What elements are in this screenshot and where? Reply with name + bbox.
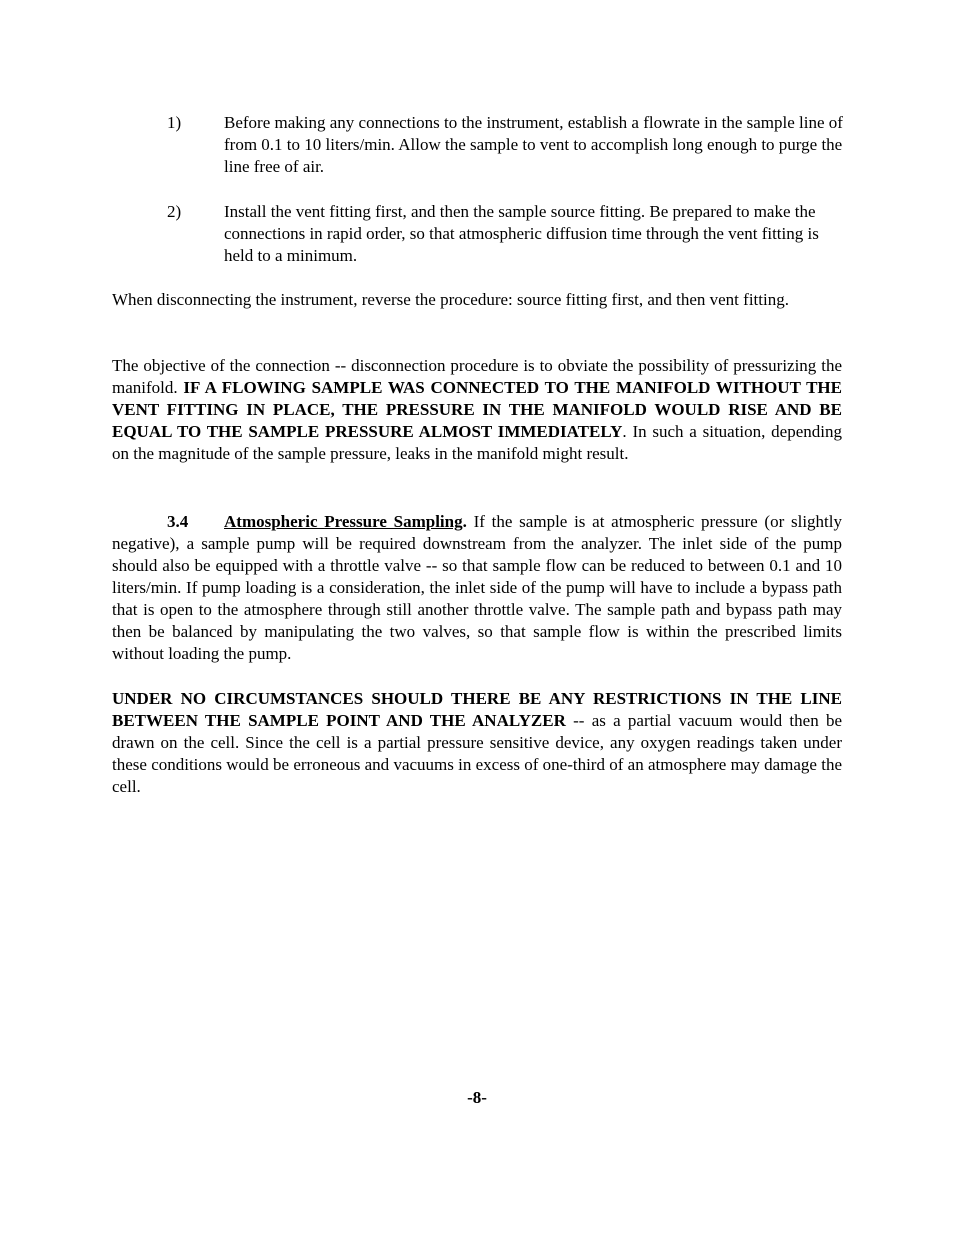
paragraph-caution bbox=[112, 688, 842, 798]
section-3-4 bbox=[112, 511, 842, 665]
section-title-period: . bbox=[462, 512, 467, 531]
page-number: -8- bbox=[467, 1088, 487, 1107]
section-number: 3.4 bbox=[167, 512, 189, 531]
list-item-text: Install the vent fitting first, and then the sample source fitting. Be prepared to make the connections in rapid order, so that atmospheric diffusion time through the vent fitting is held to a minimum. bbox=[224, 202, 819, 265]
section-title: Atmospheric Pressure Sampling bbox=[224, 512, 463, 531]
caution-warning: UNDER NO CIRCUMSTANCES SHOULD THERE BE ANY RESTRICTIONS IN THE LINE BETWEEN THE SAMPLE POINT AND THE ANALYZER bbox=[112, 689, 842, 730]
list-item-text: Before making any connections to the instrument, establish a flowrate in the sample line of from 0.1 to 10 liters/min. Allow the sample to vent to accomplish long enough to purge the line free of air. bbox=[224, 113, 843, 176]
paragraph-disconnect: When disconnecting the instrument, reverse the procedure: source fitting first, and then vent fitting. bbox=[112, 290, 789, 309]
list-item-number: 2) bbox=[167, 202, 182, 221]
objective-lead: The objective of the connection -- disconnection procedure is to obviate the possibility of pressurizing the manifold. bbox=[112, 356, 842, 397]
list-item-2 bbox=[167, 201, 847, 267]
list-item-number: 1) bbox=[167, 113, 182, 132]
paragraph-objective bbox=[112, 355, 842, 465]
objective-warning: IF A FLOWING SAMPLE WAS CONNECTED TO THE MANIFOLD WITHOUT THE VENT FITTING IN PLACE, THE PRESSURE IN THE MANIFOLD WOULD RISE AND BE EQUAL TO THE SAMPLE PRESSURE ALMOST IMMEDIATELY bbox=[112, 378, 842, 441]
section-body: If the sample is at atmospheric pressure (or slightly negative), a sample pump will be required downstream from the analyzer. The inlet side of the pump should also be equipped with a throttle valve -- so that sample flow can be reduced to between 0.1 and 10 liters/min. If pump loading is a consideration, the inlet side of the pump will have to include a bypass path that is open to the atmosphere through still another throttle valve. The sample path and bypass path may then be balanced by manipulating the two valves, so that sample flow is within the prescribed limits without loading the pump. bbox=[112, 512, 842, 663]
caution-tail: -- as a partial vacuum would then be drawn on the cell. Since the cell is a partial pressure sensitive device, any oxygen readings taken under these conditions would be erroneous and vacuums in excess of one-third of an atmosphere may damage the cell. bbox=[112, 711, 843, 796]
list-item-1 bbox=[167, 112, 847, 178]
objective-tail: . In such a situation, depending on the magnitude of the sample pressure, leaks in the manifold might result. bbox=[112, 422, 842, 463]
